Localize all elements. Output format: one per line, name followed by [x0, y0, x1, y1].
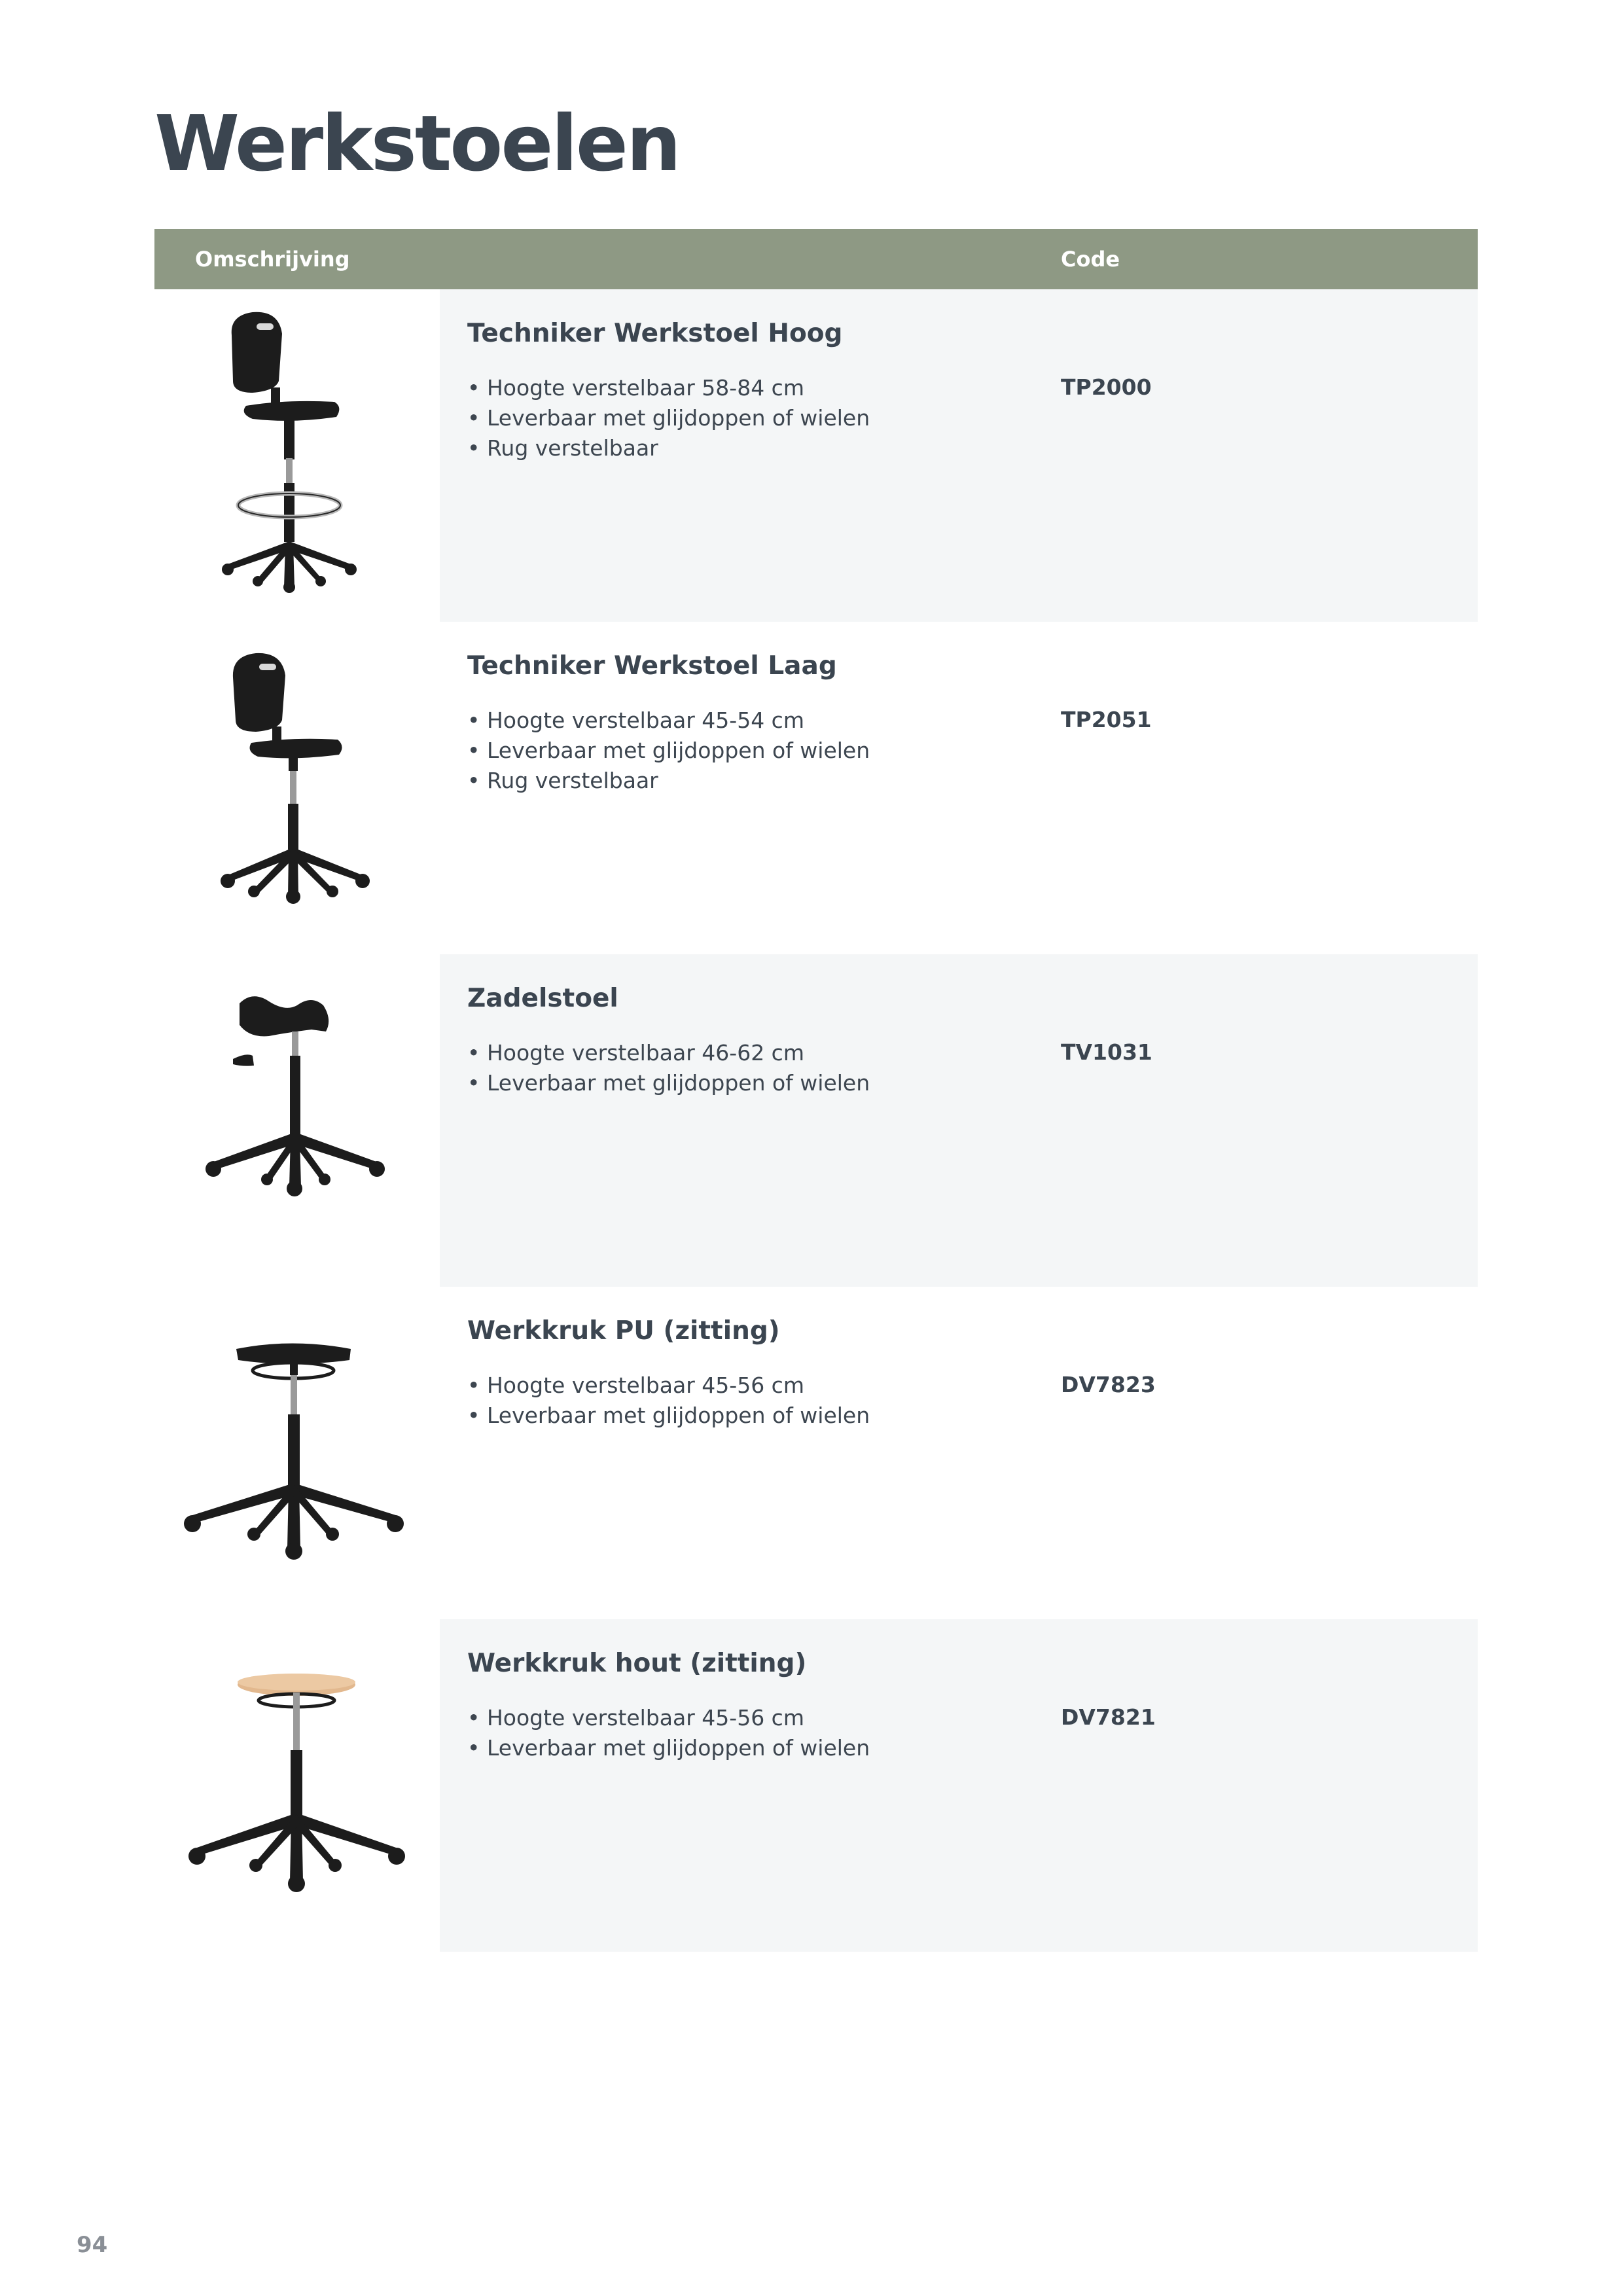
table-row	[154, 1287, 1478, 1619]
feature-item: • Leverbaar met glijdoppen of wielen	[467, 1401, 870, 1431]
product-image-high-work-chair	[154, 289, 440, 622]
feature-list	[467, 373, 870, 463]
feature-item: • Leverbaar met glijdoppen of wielen	[467, 1068, 870, 1098]
product-code: TP2000	[1061, 374, 1152, 400]
product-code: DV7823	[1061, 1372, 1156, 1397]
feature-item: • Leverbaar met glijdoppen of wielen	[467, 1733, 870, 1763]
feature-item: • Rug verstelbaar	[467, 433, 870, 463]
feature-item: • Hoogte verstelbaar 45-54 cm	[467, 706, 870, 736]
product-name: Werkkruk PU (zitting)	[467, 1316, 780, 1346]
feature-item: • Hoogte verstelbaar 45-56 cm	[467, 1703, 870, 1733]
feature-list	[467, 706, 870, 796]
product-code: DV7821	[1061, 1704, 1156, 1730]
column-header-code: Code	[1061, 247, 1120, 272]
feature-item: • Leverbaar met glijdoppen of wielen	[467, 736, 870, 766]
table-header	[154, 229, 1478, 289]
feature-list	[467, 1703, 870, 1763]
table-row	[154, 1619, 1478, 1952]
feature-list	[467, 1371, 870, 1431]
product-image-wooden-stool	[154, 1619, 440, 1952]
feature-item: • Hoogte verstelbaar 58-84 cm	[467, 373, 870, 403]
column-header-description: Omschrijving	[195, 247, 350, 272]
feature-item: • Rug verstelbaar	[467, 766, 870, 796]
product-name: Zadelstoel	[467, 984, 618, 1013]
product-image-saddle-stool	[154, 954, 440, 1287]
page-title: Werkstoelen	[154, 98, 679, 188]
product-image-low-work-chair	[154, 622, 440, 954]
table-row	[154, 954, 1478, 1287]
product-name: Techniker Werkstoel Hoog	[467, 319, 843, 348]
feature-item: • Hoogte verstelbaar 45-56 cm	[467, 1371, 870, 1401]
product-image-pu-stool	[154, 1287, 440, 1619]
feature-item: • Hoogte verstelbaar 46-62 cm	[467, 1038, 870, 1068]
product-table	[154, 229, 1478, 1952]
product-name: Techniker Werkstoel Laag	[467, 651, 837, 681]
table-row	[154, 622, 1478, 954]
table-row	[154, 289, 1478, 622]
feature-item: • Leverbaar met glijdoppen of wielen	[467, 403, 870, 433]
feature-list	[467, 1038, 870, 1098]
page-number: 94	[77, 2232, 108, 2258]
product-name: Werkkruk hout (zitting)	[467, 1649, 807, 1678]
product-code: TP2051	[1061, 707, 1152, 732]
product-code: TV1031	[1061, 1039, 1152, 1065]
